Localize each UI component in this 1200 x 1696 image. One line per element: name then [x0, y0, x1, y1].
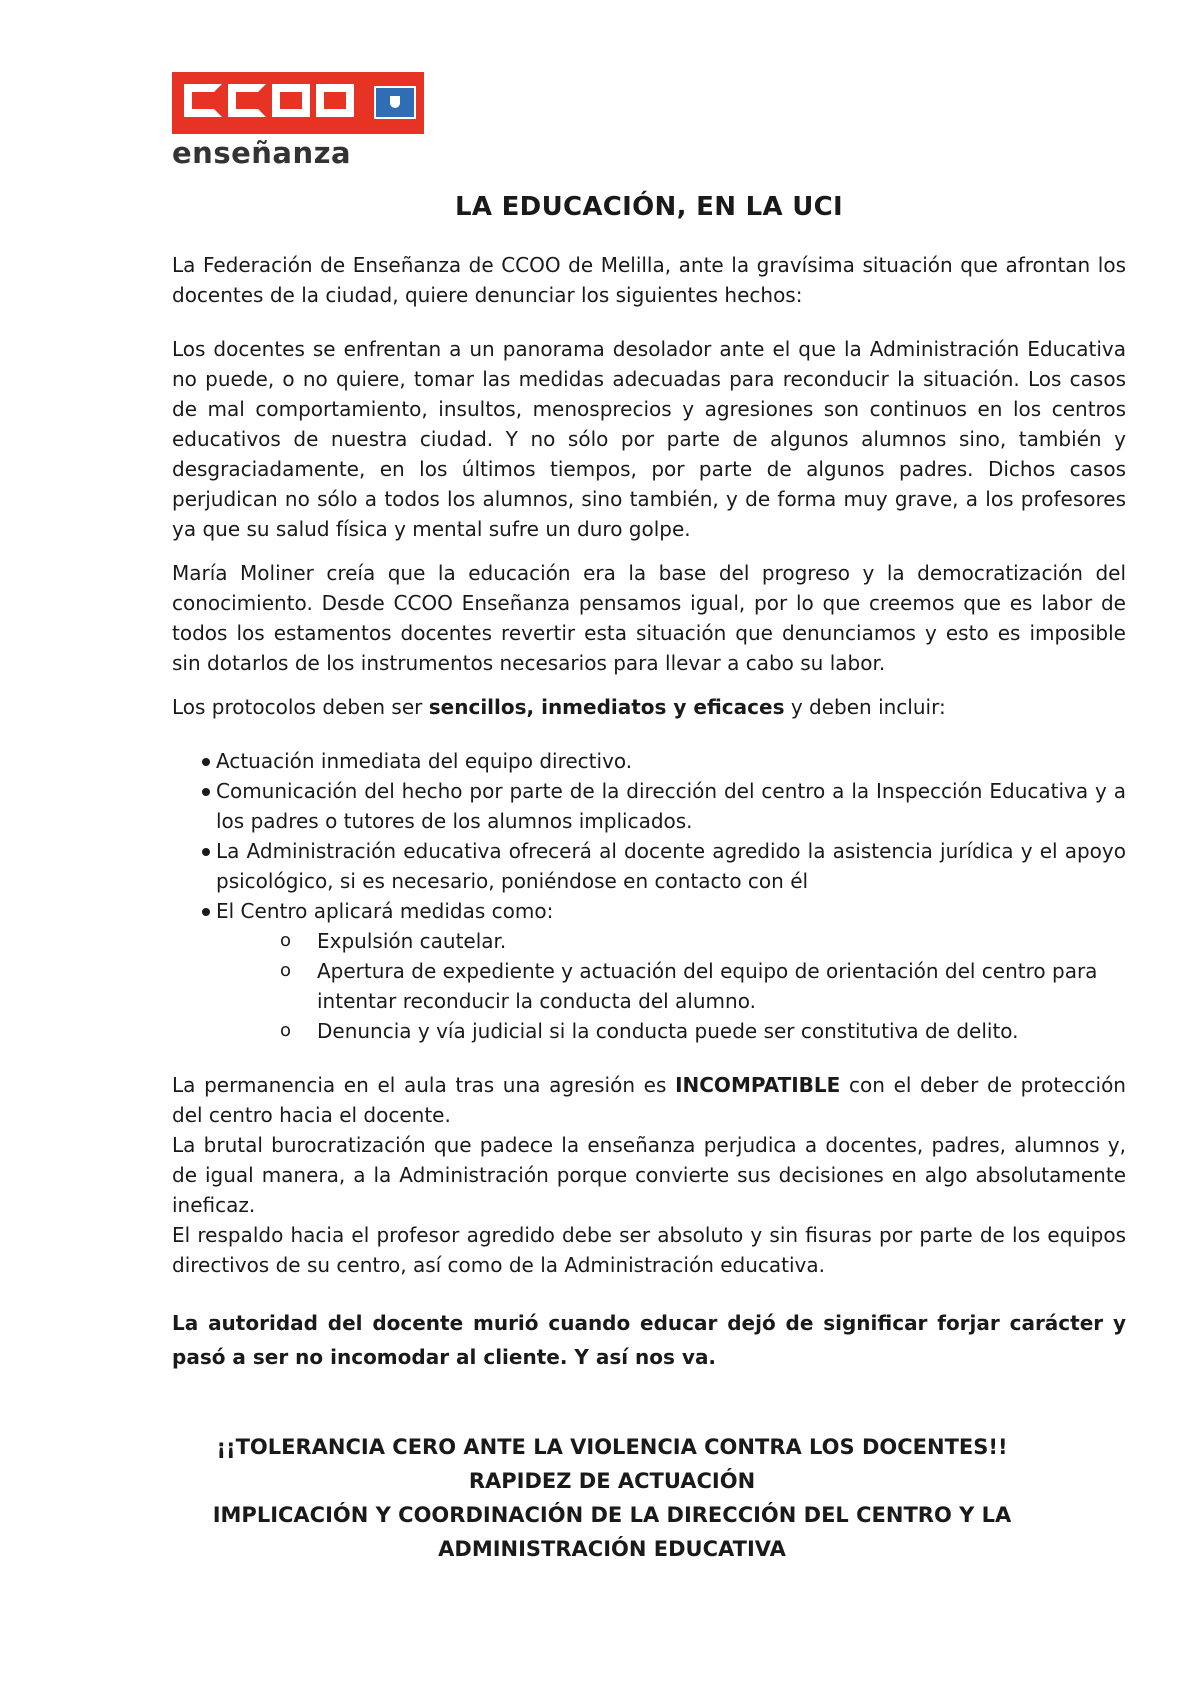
protocols-emphasis: sencillos, inmediatos y eficaces: [428, 695, 785, 719]
ccoo-ensenanza-logo: [172, 72, 424, 170]
ccoo-logo-mark: [172, 72, 424, 134]
paragraph-support: El respaldo hacia el profesor agredido debe ser absoluto y sin fisuras por parte de los equipos directivos de su centro, así como de la Administración educativa.: [172, 1223, 1126, 1277]
incompatible-emphasis: INCOMPATIBLE: [675, 1073, 841, 1097]
slogan-line: RAPIDEZ DE ACTUACIÓN: [468, 1469, 756, 1493]
slogans-block: [112, 1430, 1112, 1566]
sub-list-item: o Expulsión cautelar.: [172, 926, 1126, 956]
document-title: LA EDUCACIÓN, EN LA UCI: [454, 192, 844, 222]
paragraph-moliner: María Moliner creía que la educación era la base del progreso y la democratización del conocimiento. Desde CCOO Enseñanza pensamos igual, por lo que creemos que es labor de todos los estamentos docentes revertir esta situación que denunciamos y esto es imposible sin dotarlos de los instrumentos necesarios para llevar a cabo su labor.: [172, 561, 1126, 675]
list-item: Actuación inmediata del equipo directivo.: [172, 746, 1126, 776]
paragraph-protocols: Los protocolos deben ser sencillos, inmediatos y eficaces y deben incluir:: [172, 695, 946, 719]
paragraph-permanence: La permanencia en el aula tras una agresión es INCOMPATIBLE con el deber de protección del centro hacia el docente.: [172, 1073, 1126, 1127]
list-item: El Centro aplicará medidas como:: [172, 896, 1126, 926]
melilla-flag-icon: [374, 86, 416, 119]
intro-paragraph: La Federación de Enseñanza de CCOO de Melilla, ante la gravísima situación que afrontan los docentes de la ciudad, quiere denunciar los siguientes hechos:: [172, 253, 1126, 307]
list-item: Comunicación del hecho por parte de la dirección del centro a la Inspección Educativa y a los padres o tutores de los alumnos implicados.: [172, 776, 1126, 836]
sub-list-item: o Apertura de expediente y actuación del equipo de orientación del centro para intentar reconducir la conducta del alumno.: [172, 956, 1126, 1016]
document-body: [172, 250, 1126, 1374]
protocol-list: [172, 746, 1126, 926]
slogan-line: ¡¡TOLERANCIA CERO ANTE LA VIOLENCIA CONTRA LOS DOCENTES!!: [216, 1435, 1008, 1459]
slogan-line: IMPLICACIÓN Y COORDINACIÓN DE LA DIRECCIÓN DEL CENTRO Y LA ADMINISTRACIÓN EDUCATIVA: [212, 1503, 1012, 1561]
logo-subtitle: enseñanza: [172, 136, 352, 170]
measures-sublist: [172, 926, 1126, 1046]
paragraph-bureaucracy: La brutal burocratización que padece la enseñanza perjudica a docentes, padres, alumnos y, de igual manera, a la Administración porque convierte sus decisiones en algo absolutamente ineficaz.: [172, 1133, 1126, 1217]
sub-list-item: o Denuncia y vía judicial si la conducta puede ser constitutiva de delito.: [172, 1016, 1126, 1046]
paragraph-situation: Los docentes se enfrentan a un panorama desolador ante el que la Administración Educativa no puede, o no quiere, tomar las medidas adecuadas para reconducir la situación. Los casos de mal comportamiento, insultos, menosprecios y agresiones son continuos en los centros educativos de nuestra ciudad. Y no sólo por parte de algunos alumnos sino, también y desgraciadamente, en los últimos tiempos, por parte de algunos padres. Dichos casos perjudican no sólo a todos los alumnos, sino también, y de forma muy grave, a los profesores ya que su salud física y mental sufre un duro golpe.: [172, 337, 1126, 541]
closing-statement: La autoridad del docente murió cuando educar dejó de significar forjar carácter y pasó a ser no incomodar al cliente. Y así nos va.: [172, 1311, 1126, 1369]
list-item: La Administración educativa ofrecerá al docente agredido la asistencia jurídica y el apoyo psicológico, si es necesario, poniéndose en contacto con él: [172, 836, 1126, 896]
